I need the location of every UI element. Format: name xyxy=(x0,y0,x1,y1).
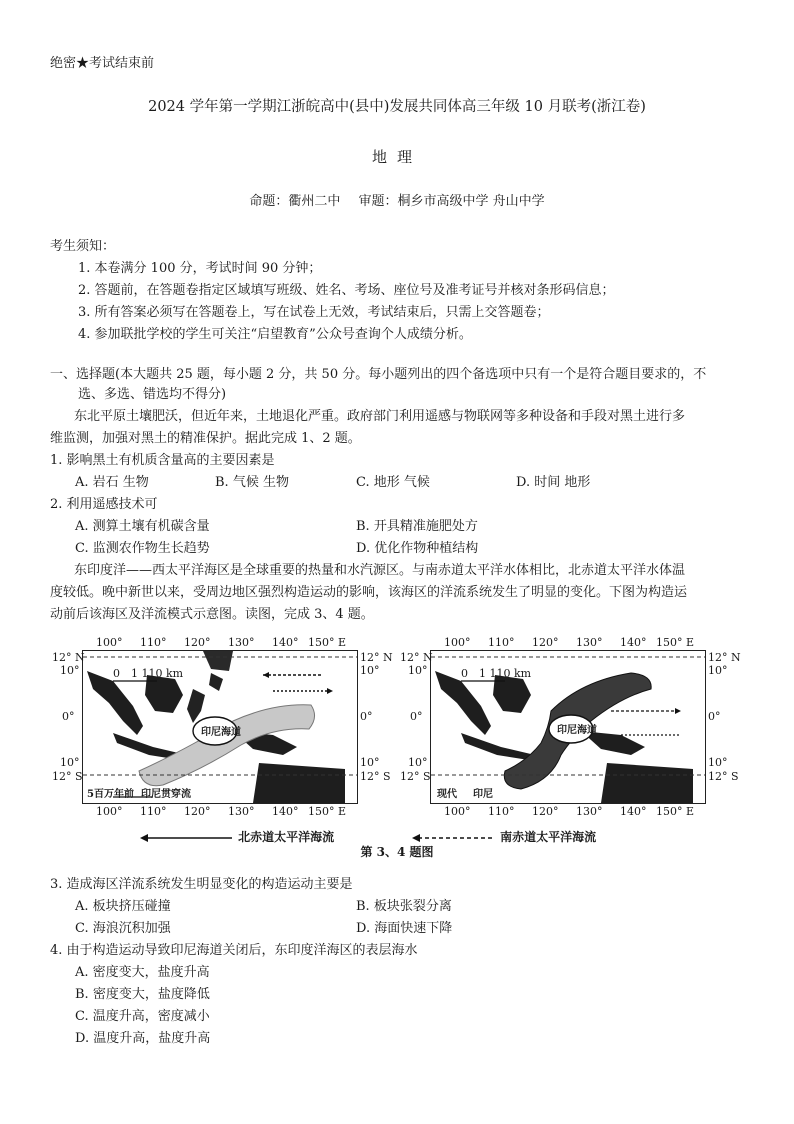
author-label: 命题：衢州二中 xyxy=(249,194,341,209)
left-lon-140-top: 140° xyxy=(272,636,299,649)
reviewer-label: 审题：桐乡市高级中学 舟山中学 xyxy=(358,194,545,209)
question-3-option-b: B. 板块张裂分离 xyxy=(356,899,452,914)
scale-zero-left: 0 xyxy=(113,667,120,680)
question-4-option-b: B. 密度变大，盐度降低 xyxy=(75,987,210,1002)
right-lon-130-top: 130° xyxy=(576,636,603,649)
left-lon-130-bottom: 130° xyxy=(228,805,255,818)
left-lat-12n: 12° N xyxy=(52,651,85,664)
right-lon-140-bottom: 140° xyxy=(620,805,647,818)
left-lon-120-bottom: 120° xyxy=(184,805,211,818)
notice-item: 2. 答题前，在答题卷指定区域填写班级、姓名、考场、座位号及准考证号并核对条形码信息； xyxy=(78,283,615,298)
right-lon-150-bottom: 150° E xyxy=(656,805,695,818)
question-4-option-d: D. 温度升高，盐度升高 xyxy=(75,1031,211,1046)
left-lon-120-top: 120° xyxy=(184,636,211,649)
left-lat-10n-right: 10° xyxy=(360,664,380,677)
strait-label-left: 印尼海道 xyxy=(201,727,241,738)
scale-label-left: 1 110 km xyxy=(131,667,184,680)
left-lon-100-bottom: 100° xyxy=(96,805,123,818)
question-1-option-b: B. 气候 生物 xyxy=(215,475,289,490)
left-lon-110-top: 110° xyxy=(140,636,167,649)
left-lat-10s-right: 10° xyxy=(360,756,380,769)
exam-title: 2024 学年第一学期江浙皖高中(县中)发展共同体高三年级 10 月联考(浙江卷) xyxy=(148,99,646,115)
question-2-stem: 2. 利用遥感技术可 xyxy=(50,497,158,512)
right-lon-100-bottom: 100° xyxy=(444,805,471,818)
question-2-option-a: A. 测算土壤有机碳含量 xyxy=(75,519,210,534)
left-lon-100-top: 100° xyxy=(96,636,123,649)
left-lat-12n-right: 12° N xyxy=(360,651,393,664)
question-2-option-d: D. 优化作物种植结构 xyxy=(356,541,479,556)
right-lon-100-top: 100° xyxy=(444,636,471,649)
left-lon-110-bottom: 110° xyxy=(140,805,167,818)
right-lat-10n: 10° xyxy=(408,664,428,677)
intro-paragraph: 东北平原土壤肥沃，但近年来，土地退化严重。政府部门利用遥感与物联网等多种设备和手段对黑土进行多 xyxy=(74,409,686,424)
right-lon-120-bottom: 120° xyxy=(532,805,559,818)
question-2-option-c: C. 监测农作物生长趋势 xyxy=(75,541,210,556)
right-lon-150-top: 150° E xyxy=(656,636,695,649)
left-lat-12s-right: 12° S xyxy=(360,770,391,783)
right-lat-10s-right: 10° xyxy=(708,756,728,769)
right-lon-120-top: 120° xyxy=(532,636,559,649)
question-2-option-b: B. 开具精准施肥处方 xyxy=(356,519,478,534)
right-lon-140-top: 140° xyxy=(620,636,647,649)
left-lat-0-right: 0° xyxy=(360,710,373,723)
authors-line xyxy=(0,190,794,209)
left-lat-0: 0° xyxy=(62,710,75,723)
right-lat-0: 0° xyxy=(410,710,423,723)
left-lon-150-top: 150° E xyxy=(308,636,347,649)
left-lon-140-bottom: 140° xyxy=(272,805,299,818)
scale-label-right: 1 110 km xyxy=(479,667,532,680)
strait-label-right: 印尼海道 xyxy=(557,725,597,736)
current-label-right: 印尼 xyxy=(473,789,493,800)
legend-south-label: 南赤道太平洋海流 xyxy=(500,830,597,844)
right-lat-10n-right: 10° xyxy=(708,664,728,677)
right-lat-12n: 12° N xyxy=(400,651,433,664)
notice-heading: 考生须知： xyxy=(50,239,116,254)
era-label-left: 5百万年前 xyxy=(87,789,134,800)
legend-north-label: 北赤道太平洋海流 xyxy=(238,830,335,844)
notice-item: 3. 所有答案必须写在答题卷上，写在试卷上无效，考试结束后，只需上交答题卷； xyxy=(78,305,550,320)
map-before xyxy=(82,650,358,804)
era-label-right: 现代 xyxy=(437,789,457,800)
dashed-arrow-icon xyxy=(410,833,496,843)
notice-item: 4. 参加联批学校的学生可关注“启望教育”公众号查询个人成绩分析。 xyxy=(78,327,472,342)
intro2-paragraph-cont: 度较低。晚中新世以来，受周边地区强烈构造运动的影响，该海区的洋流系统发生了明显的变化。下图为构造运 xyxy=(50,585,688,600)
solid-arrow-icon xyxy=(138,833,234,843)
left-lat-10n: 10° xyxy=(60,664,80,677)
question-3-option-d: D. 海面快速下降 xyxy=(356,921,453,936)
question-1-option-d: D. 时间 地形 xyxy=(516,475,591,490)
right-lat-12n-right: 12° N xyxy=(708,651,741,664)
map-after xyxy=(430,650,706,804)
subject-title: 地理 xyxy=(371,148,422,166)
right-lat-12s: 12° S xyxy=(400,770,431,783)
scale-zero-right: 0 xyxy=(461,667,468,680)
left-lon-130-top: 130° xyxy=(228,636,255,649)
left-lat-10s: 10° xyxy=(60,756,80,769)
intro2-paragraph-cont: 动前后该海区及洋流模式示意图。读图，完成 3、4 题。 xyxy=(50,607,374,622)
section-heading-cont: 选、多选、错选均不得分) xyxy=(78,387,227,402)
question-4-option-a: A. 密度变大，盐度升高 xyxy=(75,965,210,980)
right-lat-10s: 10° xyxy=(408,756,428,769)
question-4-option-c: C. 温度升高，密度减小 xyxy=(75,1009,210,1024)
right-lat-0-right: 0° xyxy=(708,710,721,723)
figure-caption: 第 3、4 题图 xyxy=(360,845,434,859)
question-3-stem: 3. 造成海区洋流系统发生明显变化的构造运动主要是 xyxy=(50,877,353,892)
question-4-stem: 4. 由于构造运动导致印尼海道关闭后，东印度洋海区的表层海水 xyxy=(50,943,418,958)
intro2-paragraph: 东印度洋——西太平洋海区是全球重要的热量和水汽源区。与南赤道太平洋水体相比，北赤道太平洋水体温 xyxy=(74,563,686,578)
right-lon-110-bottom: 110° xyxy=(488,805,515,818)
left-lat-12s: 12° S xyxy=(52,770,83,783)
section-heading: 一、选择题(本大题共 25 题，每小题 2 分，共 50 分。每小题列出的四个备选项中只有一个是符合题目要求的，不 xyxy=(50,367,707,382)
right-lon-130-bottom: 130° xyxy=(576,805,603,818)
question-1-stem: 1. 影响黑土有机质含量高的主要因素是 xyxy=(50,453,275,468)
confidential-label: 绝密★考试结束前 xyxy=(50,56,155,71)
question-1-option-c: C. 地形 气候 xyxy=(356,475,430,490)
question-3-option-a: A. 板块挤压碰撞 xyxy=(75,899,171,914)
intro-paragraph-cont: 维监测，加强对黑土的精准保护。据此完成 1、2 题。 xyxy=(50,431,361,446)
question-3-option-c: C. 海浪沉积加强 xyxy=(75,921,171,936)
notice-item: 1. 本卷满分 100 分，考试时间 90 分钟； xyxy=(78,261,322,276)
left-lon-150-bottom: 150° E xyxy=(308,805,347,818)
current-label-left: 印尼贯穿流 xyxy=(141,789,191,800)
right-lat-12s-right: 12° S xyxy=(708,770,739,783)
question-1-option-a: A. 岩石 生物 xyxy=(75,475,149,490)
right-lon-110-top: 110° xyxy=(488,636,515,649)
